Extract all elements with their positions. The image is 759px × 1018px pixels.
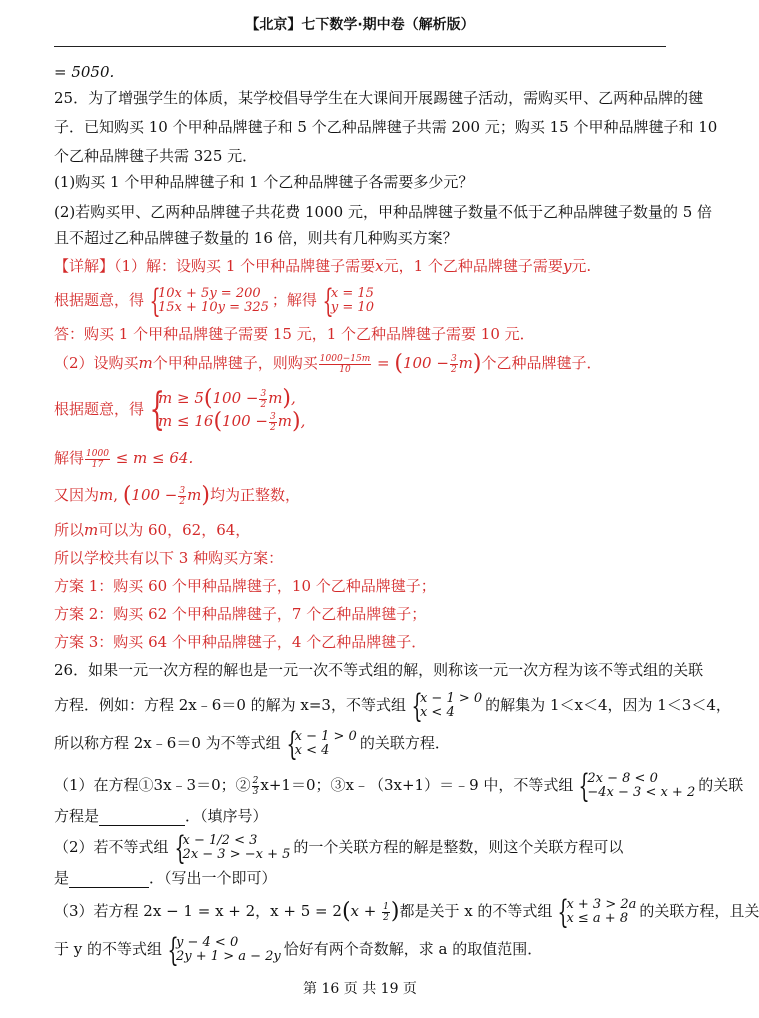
part2-text-a: （2）设购买	[54, 354, 139, 372]
page-header: 【北京】七下数学·期中卷（解析版）	[245, 17, 475, 33]
one-half	[382, 902, 390, 923]
hundred-minus: 100 −	[402, 354, 449, 372]
q25-part-1: (1)购买 1 个甲种品牌毽子和 1 个乙种品牌毽子各需要多少元？	[54, 173, 474, 191]
ineq-a2: x < 4	[294, 743, 330, 758]
inequality-system	[147, 386, 305, 434]
q26-p2-text-a: （2）若不等式组	[54, 838, 169, 856]
ineq2-left: m ≤ 16	[158, 412, 214, 430]
q25-part-2-line-1: (2)若购买甲、乙两种品牌毽子共花费 1000 元，甲种品牌毽子数量不低于乙种品牌毽子数量的 5 倍	[54, 203, 713, 221]
numerator-3: 3	[450, 353, 457, 364]
denominator-2: 2	[383, 912, 389, 923]
m-values-text: 可以为 60，62，64，	[98, 521, 251, 539]
a25-plans-intro: 所以学校共有以下 3 种购买方案：	[54, 549, 284, 567]
left-brace: {	[167, 931, 179, 969]
q26-line-3	[54, 726, 450, 762]
q26-part-3-line-1: （3）若方程 2x − 1 = x + 2，x + 5 = 2(x + $\frac{1}{2}$ )都是关于 x 的不等式组 { x + 3 > 2a x ≤ a + 8 的关联方程，且关	[54, 893, 759, 931]
var-x: x	[350, 902, 359, 920]
a25-solved-range	[54, 446, 193, 470]
a25-integer-condition: 又因为m, (100 − $\frac{3}{2}$ m)均为正整数，	[54, 483, 300, 508]
q26-p3-text-d: 于 y 的不等式组	[54, 940, 163, 958]
left-brace: {	[174, 829, 186, 867]
q26-p2-text-b: 的一个关联方程的解是整数，则这个关联方程可以	[293, 838, 624, 856]
fraction-expression	[319, 354, 371, 375]
fraction-denominator: 10	[339, 364, 351, 375]
ineq-b2: −4x − 3 < x + 2	[587, 785, 696, 800]
equation-2: 15x + 10y = 325	[158, 300, 269, 315]
q26-p1-text-a: （1）在方程①3x﹣3＝0；②	[54, 776, 251, 794]
q26-l3-text-a: 所以称方程 2x﹣6＝0 为不等式组	[54, 734, 281, 752]
q26-part-1-answer	[54, 806, 268, 826]
left-brace: {	[578, 767, 591, 805]
q26-part-1	[54, 768, 743, 804]
answer-blank-2[interactable]	[69, 873, 149, 888]
var-m: m	[138, 354, 153, 372]
inequality-system-b	[576, 768, 695, 804]
ineq-a1: x − 1 > 0	[294, 729, 357, 744]
q26-p1-text-d: 方程是	[54, 807, 100, 825]
numerator-1: 1	[383, 901, 389, 912]
a25-answer-1: 答：购买 1 个甲种品牌毽子需要 15 元，1 个乙种品牌毽子需要 10 元．	[54, 325, 535, 343]
q26-p1-text-b: x+1＝0；③x﹣（3x+1）＝﹣9 中，不等式组	[260, 776, 574, 794]
var-m: m	[277, 412, 292, 430]
part2-text-b: 个甲种品牌毽子，则购买	[152, 354, 318, 372]
var-m: m	[84, 521, 99, 539]
var-m: m	[268, 389, 283, 407]
q26-part-2	[54, 830, 623, 866]
inequality-1: m ≥ 5(100 − $\frac{3}{2}$ m),	[158, 386, 296, 411]
numerator-2: 2	[252, 775, 259, 786]
denominator-2: 2	[260, 399, 267, 410]
q26-p2-text-d: ．（写出一个即可）	[149, 869, 277, 887]
so-text: 所以	[54, 521, 85, 539]
inequality-2: m ≤ 16(100 − $\frac{3}{2}$ m),	[158, 409, 306, 434]
setup-text-b: 元，1 个乙种品牌毽子需要	[383, 257, 563, 275]
two-thirds	[252, 776, 260, 797]
solved-tail: ≤ m ≤ 64.	[115, 449, 194, 467]
numerator-1000: 1000	[86, 448, 109, 459]
eq-lead: 根据题意，得	[54, 291, 145, 309]
previous-answer-tail: = 5050.	[54, 63, 115, 81]
q26-p3-text-e: 恰好有两个奇数解，求 a 的取值范围．	[283, 940, 543, 958]
page-footer: 第 16 页 共 19 页	[303, 981, 417, 997]
setup-text-a: （1）解：设购买 1 个甲种品牌毽子需要	[114, 257, 376, 275]
ineq-c1: x − 1/2 < 3	[182, 833, 258, 848]
q26-p3-text-c: 的关联方程，且关	[639, 902, 759, 920]
solve-lead: ；解得	[271, 291, 317, 309]
equation-1: 10x + 5y = 200	[158, 286, 261, 301]
q26-p1-text-e: ．（填序号）	[185, 807, 268, 825]
left-brace: {	[149, 282, 161, 320]
a25-plan-3: 方案 3：购买 64 个甲种品牌毽子，4 个乙种品牌毽子．	[54, 633, 427, 651]
ineq-d1: x + 3 > 2a	[566, 897, 637, 912]
three-halves	[269, 412, 277, 433]
numerator-3: 3	[260, 388, 267, 399]
ineq-b1: 2x − 8 < 0	[587, 771, 658, 786]
var-m: m	[458, 354, 473, 372]
a25-inequality-system	[54, 384, 308, 434]
comma: ,	[291, 389, 296, 407]
a25-plan-2: 方案 2：购买 62 个甲种品牌毽子，7 个乙种品牌毽子；	[54, 605, 427, 623]
a25-plan-1: 方案 1：购买 60 个甲种品牌毽子，10 个乙种品牌毽子；	[54, 577, 436, 595]
solution-x: x = 15	[330, 286, 374, 301]
ineq-d2: x ≤ a + 8	[566, 911, 629, 926]
var-x: x	[375, 257, 384, 275]
also-text: 又因为	[54, 486, 100, 504]
three-halves	[178, 486, 186, 507]
left-brace: {	[322, 282, 334, 320]
solution-y: y = 10	[330, 300, 374, 315]
denominator-2: 2	[270, 422, 276, 433]
three-halves	[259, 389, 267, 410]
setup-text-c: 元.	[571, 257, 592, 275]
inequality-system-d	[555, 894, 636, 930]
hundred-minus: 100 −	[212, 389, 259, 407]
part2-text-c: 个乙种品牌毽子．	[481, 354, 602, 372]
denominator-3: 3	[252, 786, 259, 797]
header-divider	[54, 46, 666, 47]
three-halves	[450, 354, 458, 375]
equals-sign: =	[377, 354, 390, 372]
denominator-2: 2	[179, 496, 186, 507]
denominator-17: 17	[91, 459, 104, 470]
hundred-minus: 100 −	[131, 486, 178, 504]
q26-l3-text-b: 的关联方程．	[359, 734, 450, 752]
solved-lead: 解得	[54, 449, 85, 467]
q25-part-2-line-2: 且不超过乙种品牌毽子数量的 16 倍，则共有几种购买方案？	[54, 229, 458, 247]
left-brace: {	[286, 725, 298, 763]
q26-line-2	[54, 688, 731, 724]
comma: ,	[113, 486, 119, 504]
solution-system	[320, 283, 374, 319]
q26-p2-text-c: 是	[54, 869, 70, 887]
var-m: m	[99, 486, 114, 504]
q25-stem-line-1: 25．为了增强学生的体质，某学校倡导学生在大课间开展踢毽子活动，需购买甲、乙两种品牌的毽	[54, 89, 704, 107]
q25-stem-line-2: 子．已知购买 10 个甲种品牌毽子和 5 个乙种品牌毽子共需 200 元；购买 15 个甲种品牌毽子和 10	[54, 118, 718, 136]
a25-m-values	[54, 520, 250, 540]
q26-line-1: 26．如果一元一次方程的解也是一元一次不等式组的解，则称该一元一次方程为该不等式组的关联	[54, 661, 704, 679]
fraction-numerator: 1000−15m	[319, 353, 371, 364]
q26-p1-text-c: 的关联	[698, 776, 744, 794]
a25-setup	[54, 256, 591, 276]
ineq-lead: 根据题意，得	[54, 400, 145, 418]
ineq-a2: x < 4	[419, 705, 455, 720]
inequality-system-c	[172, 830, 291, 866]
var-m: m	[187, 486, 202, 504]
q26-p3-text-b: 都是关于 x 的不等式组	[399, 902, 553, 920]
comma: ,	[300, 412, 306, 430]
ineq-e2: 2y + 1 > a − 2y	[176, 949, 281, 964]
q25-stem-line-3: 个乙种品牌毽子共需 325 元．	[54, 147, 258, 165]
ineq1-left: m ≥ 5	[158, 389, 204, 407]
also-tail: 均为正整数，	[209, 486, 300, 504]
equation-system	[147, 283, 269, 319]
q26-part-3-line-2	[54, 932, 542, 968]
left-brace: {	[149, 384, 165, 435]
q26-l2-text-b: 的解集为 1＜x＜4，因为 1＜3＜4，	[485, 696, 731, 714]
denominator-2: 2	[450, 364, 457, 375]
fraction-1000-17	[85, 449, 110, 470]
var-y: y	[562, 257, 572, 275]
ineq-c2: 2x − 3 > −x + 5	[182, 847, 291, 862]
q26-p3-text-a: （3）若方程 2x − 1 = x + 2，x + 5 = 2	[54, 902, 342, 920]
answer-blank-1[interactable]	[99, 811, 185, 826]
ineq-e1: y − 4 < 0	[176, 935, 239, 950]
hundred-minus: 100 −	[222, 412, 268, 430]
ineq-a1: x − 1 > 0	[419, 691, 483, 706]
inequality-system-example	[409, 688, 482, 724]
numerator-3: 3	[179, 485, 186, 496]
left-brace: {	[411, 687, 423, 725]
numerator-3: 3	[270, 411, 276, 422]
left-brace: {	[557, 893, 570, 931]
inequality-system-e	[165, 932, 281, 968]
a25-part2-setup: （2）设购买m个甲种品牌毽子，则购买 $\frac{1000-15m}{10}$ = (100 − $\frac{3}{2}$ m)个乙种品牌毽子．	[54, 351, 602, 376]
inequality-system-example	[284, 726, 357, 762]
q26-l2-text-a: 方程．例如：方程 2x﹣6＝0 的解为 x=3，不等式组	[54, 696, 406, 714]
a25-equation-system	[54, 282, 377, 319]
solution-tag: 【详解】	[54, 257, 115, 275]
q26-part-2-answer	[54, 868, 277, 888]
